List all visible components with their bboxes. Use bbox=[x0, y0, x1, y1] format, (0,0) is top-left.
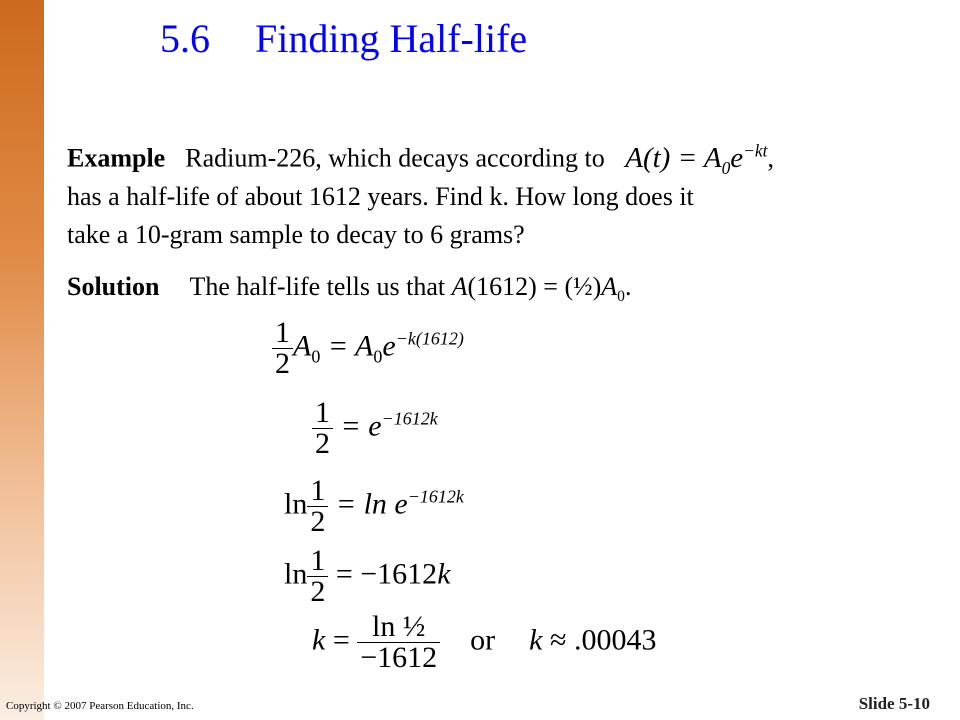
solution-var-a: A bbox=[451, 272, 468, 301]
example-label: Example bbox=[67, 143, 166, 173]
equation-step-3: ln $\frac{1}{2}$ = $\ln e^{-1612k}$ bbox=[284, 474, 464, 538]
solution-line bbox=[67, 272, 631, 306]
equation-step-1: $\frac{1}{2}$ $A_0 = A_0e^{-k(1612)}$ bbox=[272, 318, 464, 379]
example-text-1: Radium-226, which decays according to bbox=[185, 143, 605, 173]
decay-formula: $A(t) = A_0e^{-kt}$ bbox=[625, 140, 768, 178]
slide-number: Slide 5-10 bbox=[858, 694, 930, 713]
equation-step-2: $\frac{1}{2}$ = $e^{-1612k}$ bbox=[312, 398, 438, 459]
solution-label: Solution bbox=[67, 272, 160, 301]
title-text: Finding Half-life bbox=[255, 16, 528, 61]
equation-step-4: ln $\frac{1}{2}$ = −1612k bbox=[284, 544, 451, 608]
decorative-sidebar bbox=[0, 0, 44, 720]
copyright-text: Copyright © 2007 Pearson Education, Inc. bbox=[6, 700, 194, 712]
solution-text-mid: (1612) = (½) bbox=[467, 272, 602, 301]
example-line-2: has a half-life of about 1612 years. Find k. How long does it bbox=[67, 182, 694, 211]
slide-title bbox=[160, 15, 527, 62]
or-word: or bbox=[470, 623, 496, 657]
example-line-1 bbox=[67, 140, 774, 178]
example-line-3: take a 10-gram sample to decay to 6 grams? bbox=[67, 220, 525, 249]
solution-text: The half-life tells us that bbox=[189, 272, 446, 301]
section-number: 5.6 bbox=[160, 16, 210, 61]
solution-period: . bbox=[624, 272, 632, 301]
solution-var-a0: A bbox=[601, 272, 618, 301]
formula-comma: , bbox=[767, 143, 774, 173]
equation-step-5: k = $\frac{\text{ln ½}}{-1612}$ or k ≈ .00043 bbox=[312, 610, 657, 674]
solution-sub: 0 bbox=[617, 288, 625, 306]
